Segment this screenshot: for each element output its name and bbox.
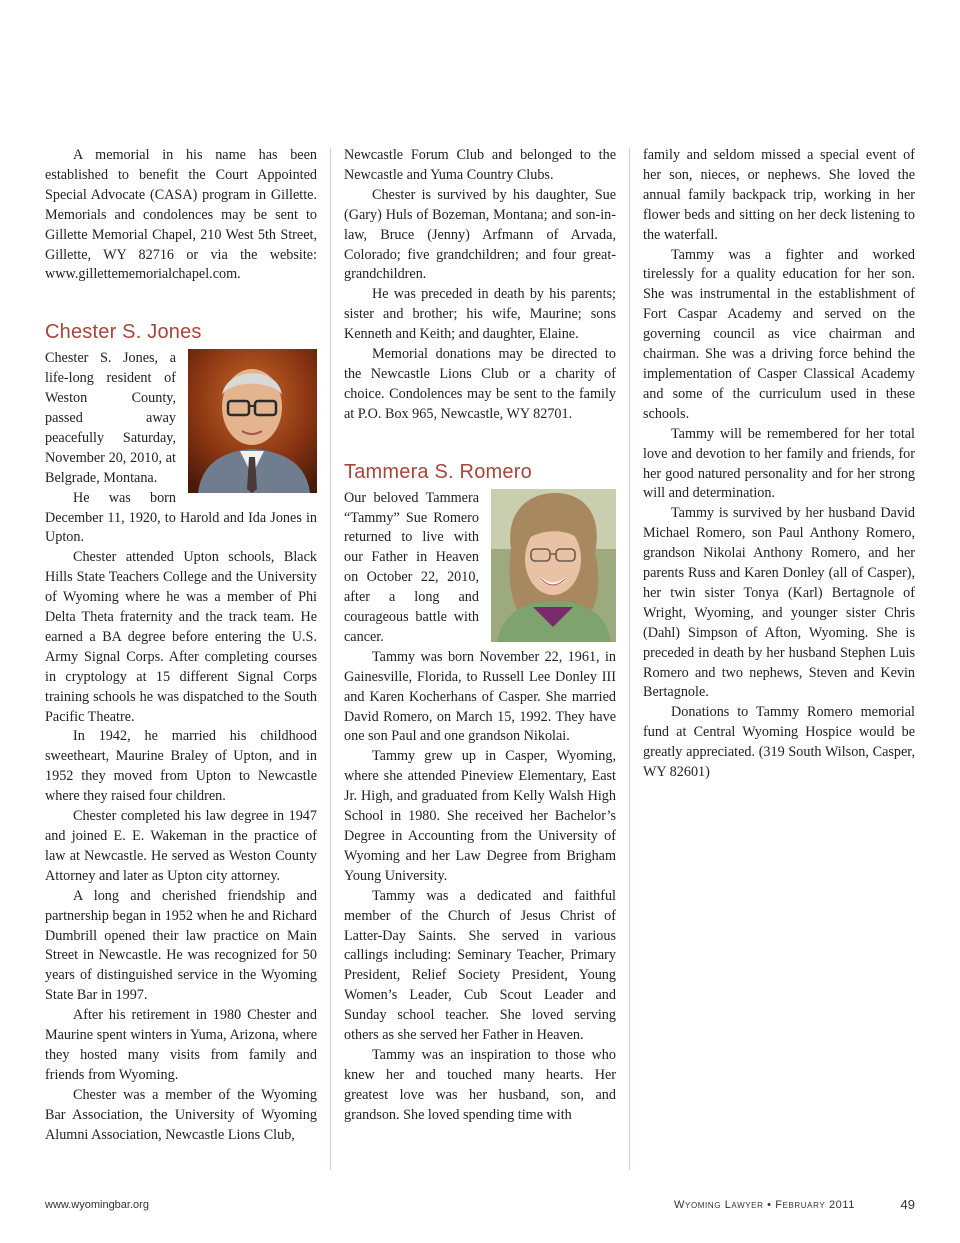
footer-website: www.wyomingbar.org <box>45 1199 149 1211</box>
column-3 <box>643 146 915 783</box>
obituary-paragraph: Memorial donations may be directed to the Newcastle Lions Club or a charity of choice. Condolences may be sent to the family at P.O. Box 965, Newcastle, WY 82701. <box>344 346 616 422</box>
obituary-paragraph: In 1942, he married his childhood sweetheart, Maurine Braley of Upton, and in 1952 they moved from Upton to Newcastle where they raised four children. <box>45 728 317 805</box>
obituary-paragraph: Chester was a member of the Wyoming Bar Association, the University of Wyoming Alumni Association, Newcastle Lions Club, <box>45 1086 317 1143</box>
tammera-romero-photo <box>491 489 616 642</box>
obituary-paragraph: Tammy was a fighter and worked tirelessly for a quality education for her son. She was instrumental in the establishment of Fort Caspar Academy and served on the governing council as vice chairman and chairman. She was a driving force behind the implementation of Casper Classical Academy and some of the curriculum used in these schools. <box>643 246 915 422</box>
obituary-paragraph: Tammy is survived by her husband David Michael Romero, son Paul Anthony Romero, grandson Nikolai Anthony Romero, and her parents Russ and Karen Donley (all of Casper), her twin sister Tonya (Karl) Bertagnole of Wright, Wyoming, and younger sister Chris (Dahl) Simpson of Afton, Wyoming. She is preceded in death by her husband Stephen Luis Romero and two nephews, Steven and Kevin Bertagnole. <box>643 505 915 701</box>
obituary-paragraph: Tammy will be remembered for her total love and devotion to her family and friends, for her good natured personality and for her strong will and determination. <box>643 425 915 502</box>
obituary-paragraph: He was preceded in death by his parents; sister and brother; his wife, Maurine; sons Kenneth and Keith; and daughter, Elaine. <box>344 286 616 343</box>
obituary-paragraph: Newcastle Forum Club and belonged to the Newcastle and Yuma Country Clubs. <box>344 147 616 183</box>
obituary-paragraph: Chester attended Upton schools, Black Hills State Teachers College and the University of Wyoming where he was a member of Phi Delta Theta fraternity and the track team. He earned a BA degree before entering the U.S. Army Signal Corps. After completing courses in cryptology at 15 different Signal Corps training schools he was dispatched to the South Pacific Theatre. <box>45 549 317 725</box>
obituary-paragraph: Donations to Tammy Romero memorial fund at Central Wyoming Hospice would be greatly appreciated. (319 South Wilson, Casper, WY 82601) <box>643 704 915 781</box>
obituary-paragraph: Tammy was an inspiration to those who knew her and touched many hearts. Her greatest love was her husband, son, and grandson. She loved spending time with <box>344 1046 616 1123</box>
obituary-paragraph: Chester S. Jones, a life-long resident of Weston County, passed away peacefully Saturday, November 20, 2010, at Belgrade, Montana. <box>45 350 176 486</box>
obituary-paragraph: Tammy grew up in Casper, Wyoming, where she attended Pineview Elementary, East Jr. High, and graduated from Kelly Walsh High School in 1980. She received her Bachelor’s Degree in Accounting from the University of Wyoming and her Law Degree from Brigham Young University. <box>344 748 616 884</box>
column-1 <box>45 146 317 1146</box>
obituary-paragraph: He was born December 11, 1920, to Harold and Ida Jones in Upton. <box>45 489 317 546</box>
footer-publication: Wyoming Lawyer • February 2011 <box>674 1199 855 1211</box>
obituary-heading-tammera-romero: Tammera S. Romero <box>344 460 532 483</box>
obituary-paragraph: Tammy was a dedicated and faithful member of the Church of Jesus Christ of Latter-Day Saints. She served in various callings including: Seminary Teacher, Primary President, Relief Society President, Young Women’s Leader, Cub Scout Leader and Sunday school teacher. She loved serving others as she served her Father in Heaven. <box>344 887 616 1044</box>
obituary-paragraph: Tammy was born November 22, 1961, in Gainesville, Florida, to Russell Lee Donley III and Karen Kocherhans of Casper. She married David Romero, on March 15, 1992. They have one son Paul and one grandson Nikolai. <box>344 648 616 745</box>
obituary-paragraph: Chester is survived by his daughter, Sue (Gary) Huls of Bozeman, Montana; and son-in-law, Bruce (Jenny) Arfmann of Arvada, Colorado; five grandchildren; and four great-grandchildren. <box>344 186 616 283</box>
column-2 <box>344 146 616 1126</box>
memorial-paragraph: A memorial in his name has been established to benefit the Court Appointed Special Advocate (CASA) program in Gillette. Memorials and condolences may be sent to Gillette Memorial Chapel, 210 West 5th Street, Gillette, WY 82716 or via the website: www.gillettememorialchapel.com. <box>45 147 317 283</box>
page-footer <box>45 1197 915 1217</box>
column-divider <box>629 148 630 1170</box>
obituary-paragraph: After his retirement in 1980 Chester and Maurine spent winters in Yuma, Arizona, where they hosted many visits from family and friends from Wyoming. <box>45 1007 317 1083</box>
obituary-paragraph: family and seldom missed a special event of her son, nieces, or nephews. She loved the annual family backpack trip, working in her flower beds and sitting on her deck listening to the waterfall. <box>643 147 915 243</box>
column-divider <box>330 148 331 1170</box>
chester-jones-photo <box>188 349 317 493</box>
obituary-heading-chester-jones: Chester S. Jones <box>45 321 202 344</box>
obituary-paragraph: Our beloved Tammera “Tammy” Sue Romero returned to live with our Father in Heaven on October 22, 2010, after a long and courageous battle with cancer. <box>344 489 479 645</box>
obituary-paragraph: Chester completed his law degree in 1947 and joined E. E. Wakeman in the practice of law at Newcastle. He served as Weston County Attorney and later as Upton city attorney. <box>45 808 317 884</box>
page-number: 49 <box>900 1197 915 1212</box>
obituary-paragraph: A long and cherished friendship and partnership began in 1952 when he and Richard Dumbrill opened their law practice on Main Street in Newcastle. He was recognized for 50 years of distinguished service in the Wyoming State Bar in 1997. <box>45 887 317 1004</box>
